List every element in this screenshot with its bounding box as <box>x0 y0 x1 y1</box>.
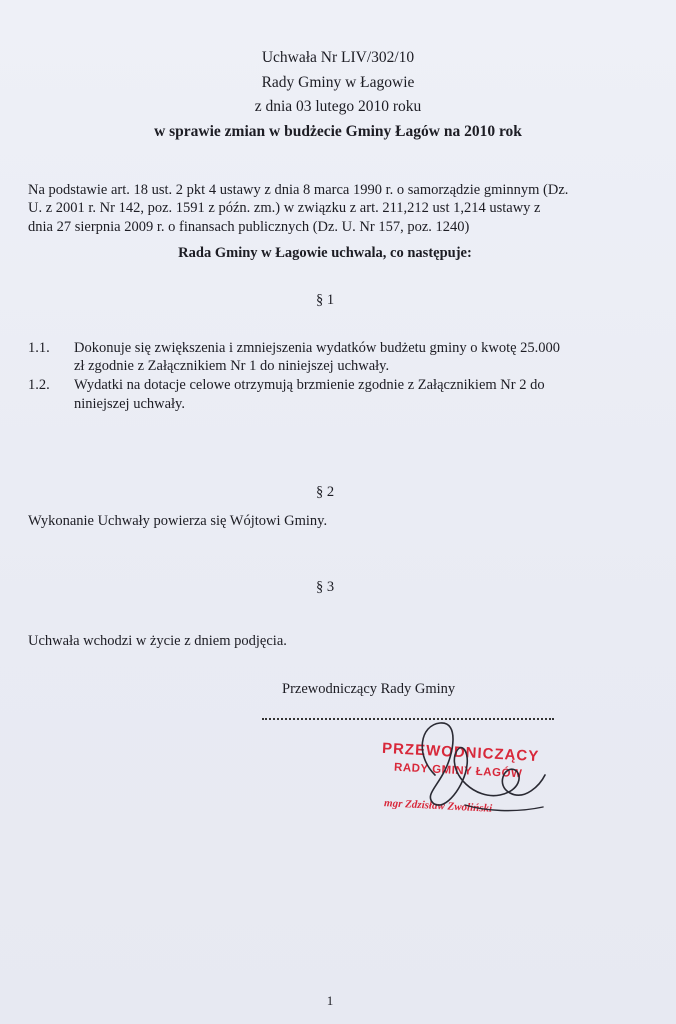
section-2-title: § 2 <box>315 484 335 500</box>
section-3-text: Uchwała wchodzi w życie z dniem podjęcia. <box>28 633 287 649</box>
item-line-1: Dokonuje się zwiększenia i zmniejszenia wydatków budżetu gminy o kwotę 25.000 <box>74 340 561 356</box>
section-1-title: § 1 <box>315 292 335 308</box>
resolution-date: z dnia 03 lutego 2010 roku <box>254 98 422 115</box>
item-number: 1.2. <box>28 377 50 393</box>
stamp-council: RADY GMINY ŁAGÓW <box>393 761 523 781</box>
page-number: 1 <box>326 993 334 1008</box>
preamble-line-1: Na podstawie art. 18 ust. 2 pkt 4 ustawy z dnia 8 marca 1990 r. o samorządzie gminnym (Dz. <box>28 182 569 198</box>
stamp-title: PRZEWODNICZĄCY <box>381 739 540 766</box>
preamble-line-3: dnia 27 sierpnia 2009 r. o finansach publicznych (Dz. U. Nr 157, poz. 1240) <box>28 219 470 235</box>
resolution-subject: w sprawie zmian w budżecie Gminy Łagów na 2010 rok <box>154 123 522 140</box>
item-line-2: zł zgodnie z Załącznikiem Nr 1 do niniejszej uchwały. <box>74 358 390 374</box>
stamp-name: mgr Zdzisław Zwoliński <box>383 797 493 815</box>
item-line-2: niniejszej uchwały. <box>74 396 185 412</box>
preamble-line-2: U. z 2001 r. Nr 142, poz. 1591 z późn. zm.) w związku z art. 211,212 ust 1,214 ustawy z <box>28 200 541 216</box>
section-3-title: § 3 <box>315 579 335 595</box>
item-line-1: Wydatki na dotacje celowe otrzymują brzmienie zgodnie z Załącznikiem Nr 2 do <box>74 377 545 393</box>
handwritten-signature <box>405 715 555 825</box>
resolution-number: Uchwała Nr LIV/302/10 <box>261 49 415 66</box>
signatory-title: Przewodniczący Rady Gminy <box>282 681 456 697</box>
item-number: 1.1. <box>28 340 50 356</box>
council-name: Rady Gminy w Łagowie <box>261 74 415 91</box>
section-2-text: Wykonanie Uchwały powierza się Wójtowi Gminy. <box>28 513 328 529</box>
resolves-statement: Rada Gminy w Łagowie uchwala, co następuje: <box>178 245 472 261</box>
